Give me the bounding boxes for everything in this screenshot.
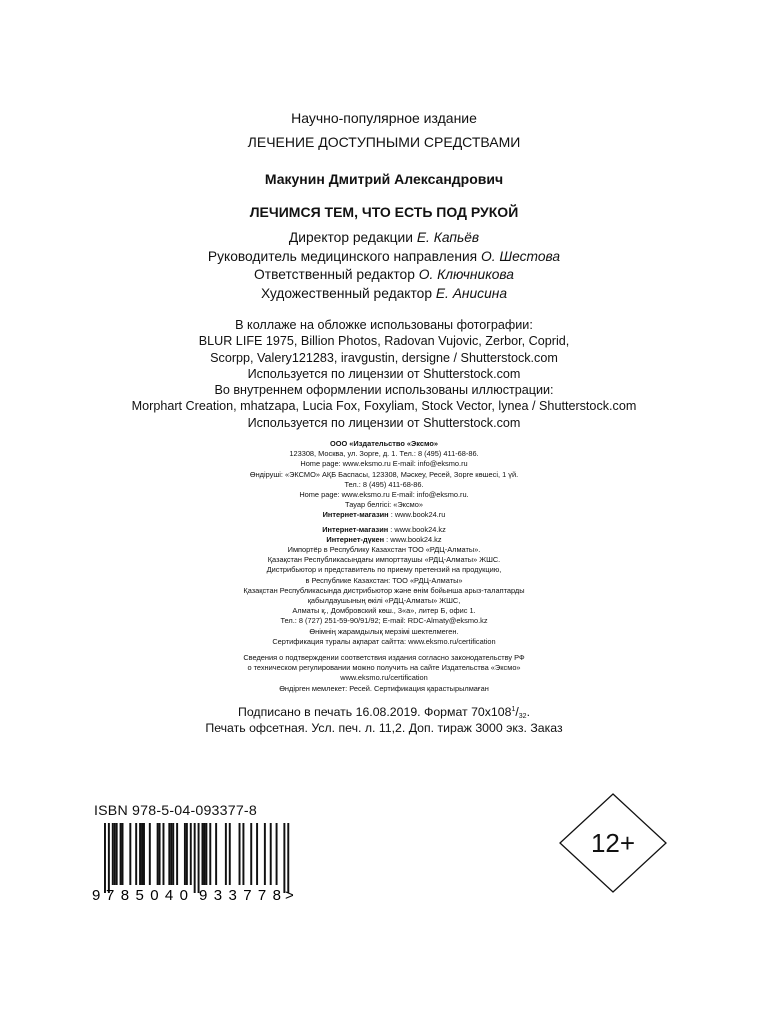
importer-line: Дистрибьютор и представитель по приему претензий на продукцию,	[266, 565, 502, 575]
barcode-bar	[215, 823, 217, 885]
barcode-bar	[194, 823, 196, 893]
importer-line: Тел.: 8 (727) 251-59-90/91/92; E-mail: RDC-Almaty@eksmo.kz	[280, 616, 488, 626]
publisher-line: Home page: www.eksmo.ru E-mail: info@eksmo.ru.	[299, 490, 469, 500]
importer-line: Сертификация туралы ақпарат сайтта: www.eksmo.ru/certification	[272, 636, 496, 646]
barcode-bar	[139, 823, 141, 885]
online-shop-label: Интернет-дүкен	[326, 534, 385, 544]
barcode-bar	[256, 823, 258, 885]
barcode-bar	[170, 823, 172, 885]
credit-role: Художественный редактор	[260, 285, 432, 301]
barcode-bar	[250, 823, 252, 885]
signed-to-print-line	[0, 704, 768, 720]
barcode-bar	[184, 823, 186, 885]
importer-line: қабылдаушының өкілі «РДЦ-Алматы» ЖШС,	[307, 596, 461, 606]
barcode-right-digits: 933778	[199, 887, 281, 903]
print-info	[0, 704, 768, 736]
barcode-image	[92, 823, 302, 903]
photo-credit-line: Во внутреннем оформлении использованы иллюстрации:	[214, 383, 554, 398]
barcode-bar	[141, 823, 143, 885]
publisher-line: Тел.: 8 (495) 411-68-86.	[344, 479, 424, 489]
barcode-bar	[239, 823, 241, 885]
publisher-name: ООО «Издательство «Эксмо»	[330, 439, 438, 448]
online-shop-label: Интернет-магазин	[322, 510, 389, 520]
online-shop-url: : www.book24.kz	[384, 534, 442, 544]
format-denominator: 32	[518, 713, 527, 720]
barcode-bar	[242, 823, 244, 885]
credit-line-director	[0, 229, 768, 248]
barcode-left-digits: 785040	[106, 887, 188, 903]
barcode-bar	[287, 823, 289, 893]
credit-role: Руководитель медицинского направления	[207, 248, 478, 264]
importer-line: Қазақстан Республикасындағы импорттаушы «РДЦ-Алматы» ЖШС.	[267, 555, 501, 565]
credit-line-art	[0, 285, 768, 304]
credit-line-medical	[0, 248, 768, 267]
isbn-label: ISBN 978-5-04-093377-8	[94, 803, 257, 819]
format-separator: /	[515, 705, 519, 719]
importer-line: Импортёр в Республику Казахстан ТОО «РДЦ-Алматы».	[287, 545, 481, 555]
barcode-bar	[104, 823, 106, 893]
barcode-bar	[270, 823, 272, 885]
online-shop-label: Интернет-магазин	[322, 524, 389, 534]
series-title: ЛЕЧЕНИЕ ДОСТУПНЫМИ СРЕДСТВАМИ	[247, 134, 521, 150]
publisher-line: Өндіруші: «ЭКСМО» АҚБ Баспасы, 123308, Мәскеу, Ресей, Зорге көшесі, 1 үй.	[249, 469, 519, 479]
photo-credit-line: Scorpp, Valery121283, iravgustin, dersigne / Shutterstock.com	[210, 350, 558, 365]
photo-credit-line: В коллаже на обложке использованы фотографии:	[235, 318, 533, 332]
book-title: ЛЕЧИМСЯ ТЕМ, ЧТО ЕСТЬ ПОД РУКОЙ	[249, 204, 519, 220]
credit-name: О. Ключникова	[418, 267, 514, 282]
importer-line: в Республике Казахстан: ТОО «РДЦ-Алматы»	[305, 575, 463, 585]
barcode-bar	[190, 823, 192, 885]
certification-line: Сведения о подтверждении соответствия издания согласно законодательству РФ	[243, 653, 525, 663]
barcode-bar	[149, 823, 151, 885]
importer-line: Алматы қ., Домбровский көш., 3«а», литер Б, офис 1.	[292, 606, 476, 616]
certification-line: www.eksmo.ru/certification	[340, 673, 428, 683]
format-numerator: 1	[511, 706, 516, 713]
isbn-barcode-block	[92, 803, 302, 903]
barcode-bar	[122, 823, 124, 885]
online-shop-line	[0, 535, 768, 545]
publisher-line: Тауар белгісі: «Эксмо»	[345, 500, 423, 510]
barcode-bar	[276, 823, 278, 885]
edition-type: Научно-популярное издание	[291, 110, 477, 126]
importer-line: Қазақстан Республикасында дистрибьютор және өнім бойынша арыз-талаптарды	[243, 585, 525, 595]
editorial-credits	[0, 229, 768, 303]
online-shop-url: : www.book24.ru	[388, 510, 446, 520]
barcode-bar	[283, 823, 285, 893]
certification-line: Өндірген мемлекет: Ресей. Сертификация қарастырылмаған	[279, 683, 489, 693]
barcode-bar	[202, 823, 204, 885]
age-rating-label: 12+	[590, 828, 636, 858]
barcode-bars	[104, 823, 289, 893]
barcode-bar	[120, 823, 122, 885]
photo-credit-line: Используется по лицензии от Shutterstock.com	[247, 366, 521, 381]
barcode-bar	[186, 823, 188, 885]
credit-name: О. Шестова	[480, 248, 561, 264]
barcode-bar	[264, 823, 266, 885]
credit-role: Директор редакции	[288, 230, 413, 245]
format-suffix: .	[526, 705, 530, 719]
author-name: Макунин Дмитрий Александрович	[264, 171, 504, 187]
photo-credits	[0, 317, 768, 431]
credit-name: Е. Капьёв	[416, 230, 480, 245]
print-run-line: Печать офсетная. Усл. печ. л. 11,2. Доп. тираж 3000 экз. Заказ	[205, 721, 563, 736]
credit-name: Е. Анисина	[435, 285, 508, 301]
credit-role: Ответственный редактор	[254, 267, 415, 282]
photo-credit-line: Используется по лицензии от Shutterstock.com	[247, 415, 521, 430]
certification-line: о техническом регулировании можно получить на сайте Издательства «Эксмо»	[247, 663, 521, 673]
credit-line-responsible	[0, 266, 768, 285]
barcode-bar	[229, 823, 231, 885]
barcode-bar	[203, 823, 205, 885]
barcode-first-digit: 9	[92, 887, 101, 903]
online-shop-line	[0, 525, 768, 535]
online-shop-line	[0, 510, 768, 520]
barcode-bar	[108, 823, 110, 893]
barcode-bar	[168, 823, 170, 885]
age-rating-badge	[559, 793, 667, 893]
barcode-bar	[205, 823, 207, 885]
photo-credit-line: Morphart Creation, mhatzapa, Lucia Fox, Foxyliam, Stock Vector, lynea / Shutterstock.com	[131, 399, 637, 414]
importer-line: Өнімнің жарамдылық мерзімі шектелмеген.	[309, 626, 459, 636]
barcode-bar	[159, 823, 161, 885]
barcode-end-mark: >	[285, 887, 294, 903]
barcode-bar	[135, 823, 137, 885]
online-shop-url: : www.book24.kz	[388, 524, 446, 534]
photo-credit-line: BLUR LIFE 1975, Billion Photos, Radovan Vujovic, Zerbor, Coprid,	[198, 334, 570, 349]
barcode-bar	[143, 823, 145, 885]
barcode-bar	[114, 823, 116, 885]
barcode-bar	[163, 823, 165, 885]
barcode-bar	[209, 823, 211, 885]
print-format-text: Подписано в печать 16.08.2019. Формат 70x108	[238, 705, 512, 719]
barcode-bar	[176, 823, 178, 885]
publisher-line: 123308, Москва, ул. Зорге, д. 1. Тел.: 8 (495) 411-68-86.	[289, 449, 479, 459]
publisher-info	[0, 439, 768, 694]
barcode-bar	[116, 823, 118, 885]
publisher-line: Home page: www.eksmo.ru E-mail: info@eksmo.ru	[300, 459, 468, 469]
barcode-bar	[225, 823, 227, 885]
barcode-bar	[129, 823, 131, 885]
barcode-bar	[112, 823, 114, 885]
barcode-bar	[157, 823, 159, 885]
barcode-bar	[172, 823, 174, 885]
barcode-bar	[198, 823, 200, 893]
